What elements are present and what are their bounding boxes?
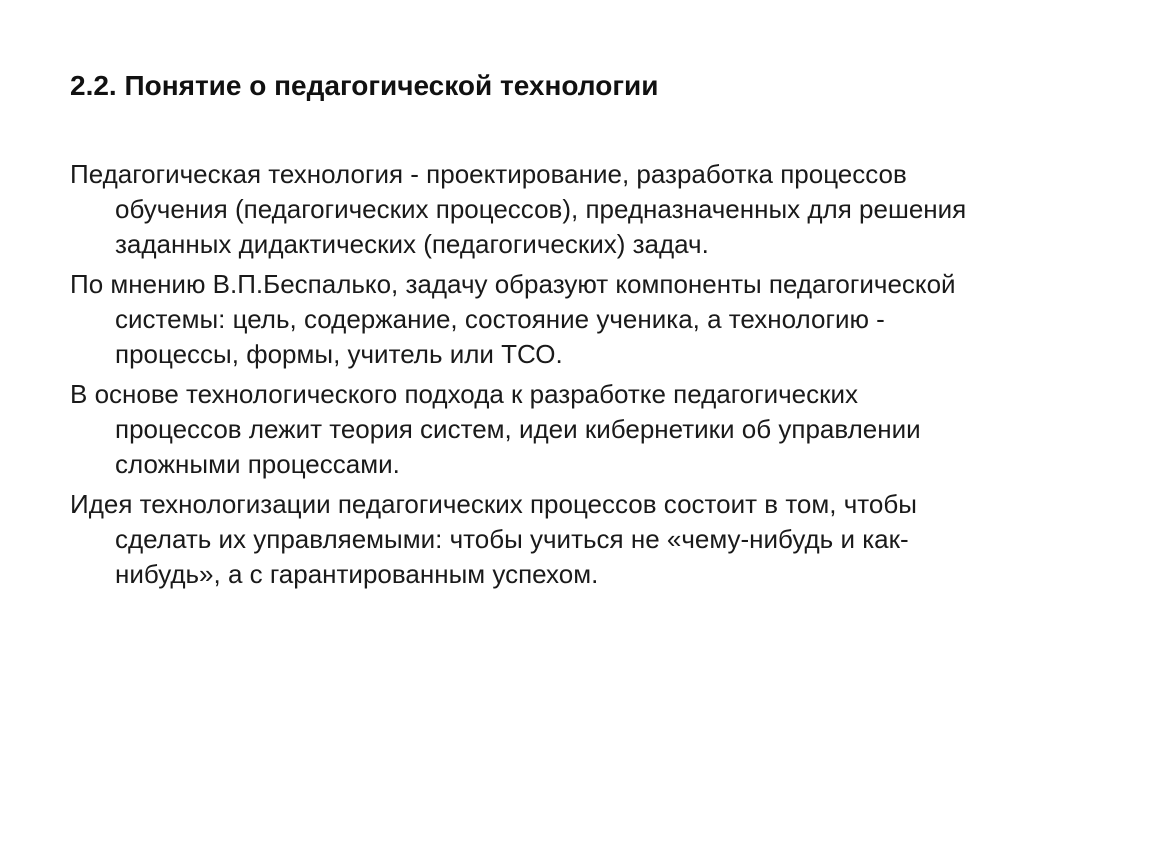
paragraph-line: Идея технологизации педагогических процессов состоит в том, чтобы: [70, 489, 917, 519]
slide-title: 2.2. Понятие о педагогической технологии: [70, 70, 659, 101]
slide-content: [70, 157, 1070, 597]
paragraph-line: нибудь», а с гарантированным успехом.: [115, 559, 599, 589]
paragraph-definition: [70, 157, 1070, 262]
paragraph-line: Педагогическая технология - проектирование, разработка процессов: [70, 159, 907, 189]
paragraph-idea: [70, 487, 1070, 592]
paragraph-line: процессы, формы, учитель или ТСО.: [115, 339, 563, 369]
paragraph-line: системы: цель, содержание, состояние ученика, а технологию -: [115, 304, 885, 334]
paragraph-line: В основе технологического подхода к разработке педагогических: [70, 379, 859, 409]
paragraph-line: сделать их управляемыми: чтобы учиться не «чему-нибудь и как-: [115, 524, 909, 554]
paragraph-line: заданных дидактических (педагогических) задач.: [115, 229, 709, 259]
paragraph-line: процессов лежит теория систем, идеи кибернетики об управлении: [115, 414, 921, 444]
paragraph-basis: [70, 377, 1070, 482]
paragraph-line: сложными процессами.: [115, 449, 400, 479]
paragraph-line: обучения (педагогических процессов), предназначенных для решения: [115, 194, 967, 224]
paragraph-bespalko: [70, 267, 1070, 372]
paragraph-line: По мнению В.П.Беспалько, задачу образуют компоненты педагогической: [70, 269, 956, 299]
